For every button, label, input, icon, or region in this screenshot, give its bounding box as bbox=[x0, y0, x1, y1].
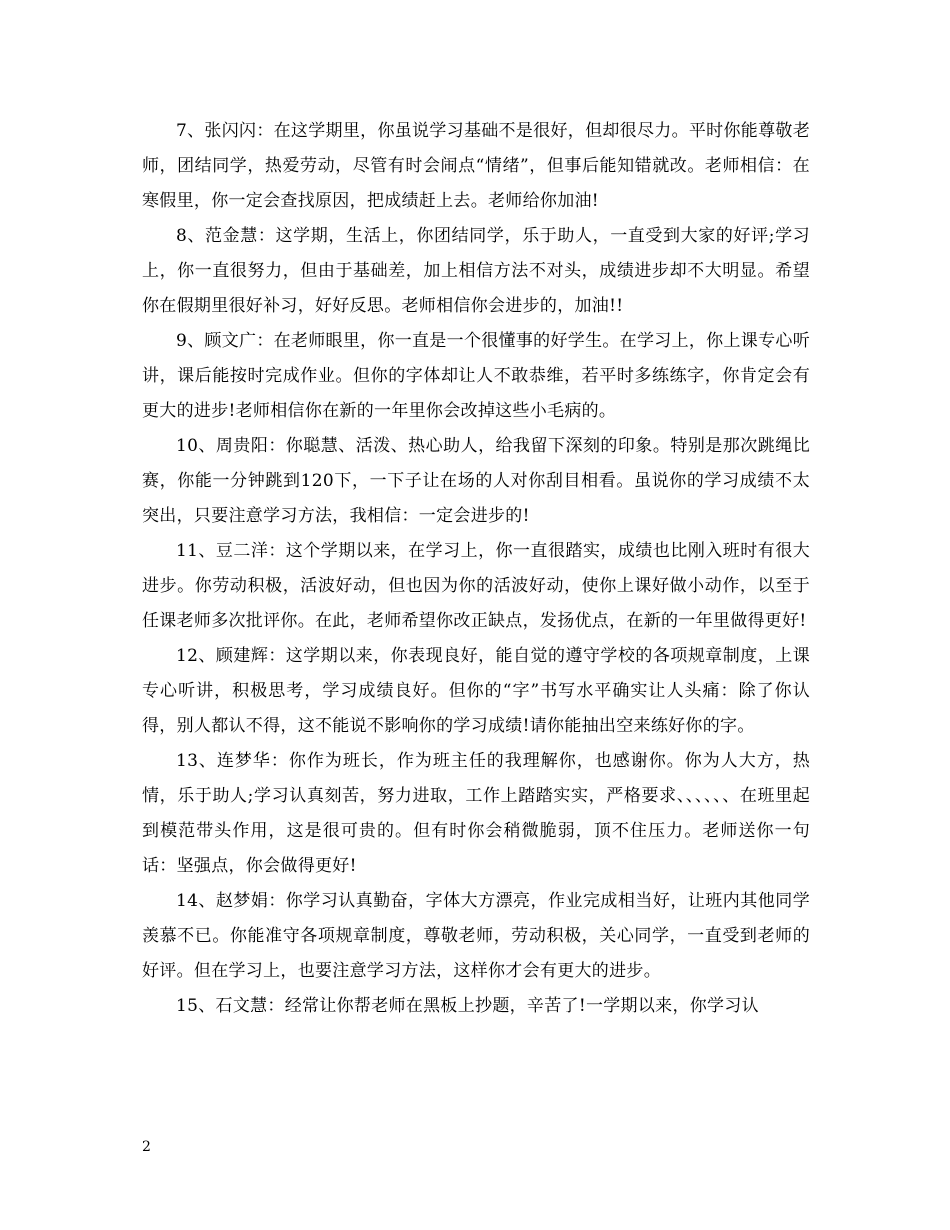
comment-paragraph-7: 7、张闪闪：在这学期里，你虽说学习基础不是很好，但却很尽力。平时你能尊敬老师，团结同学，热爱劳动，尽管有时会闹点“情绪”，但事后能知错就改。老师相信：在寒假里，你一定会查找原因，把成绩赶上去。老师给你加油! bbox=[142, 121, 810, 211]
comment-paragraph-14: 14、赵梦娟：你学习认真勤奋，字体大方漂亮，作业完成相当好，让班内其他同学羡慕不已。你能准守各项规章制度，尊敬老师，劳动积极，关心同学，一直受到老师的好评。但在学习上，也要注意学习方法，这样你才会有更大的进步。 bbox=[142, 891, 810, 981]
document-body bbox=[142, 114, 810, 1024]
comment-paragraph-10: 10、周贵阳：你聪慧、活泼、热心助人，给我留下深刻的印象。特别是那次跳绳比赛，你能一分钟跳到120下，一下子让在场的人对你刮目相看。虽说你的学习成绩不太突出，只要注意学习方法，我相信：一定会进步的! bbox=[142, 436, 810, 526]
page-number: 2 bbox=[142, 1139, 151, 1155]
comment-paragraph-12: 12、顾建辉：这学期以来，你表现良好，能自觉的遵守学校的各项规章制度，上课专心听讲，积极思考，学习成绩良好。但你的“字”书写水平确实让人头痛：除了你认得，别人都认不得，这不能说不影响你的学习成绩!请你能抽出空来练好你的字。 bbox=[142, 646, 810, 736]
comment-paragraph-13: 13、连梦华：你作为班长，作为班主任的我理解你，也感谢你。你为人大方，热情，乐于助人;学习认真刻苦，努力进取，工作上踏踏实实，严格要求、、、、、、在班里起到模范带头作用，这是很可贵的。但有时你会稍微脆弱，顶不住压力。老师送你一句话：坚强点，你会做得更好! bbox=[142, 751, 810, 876]
comment-paragraph-15: 15、石文慧：经常让你帮老师在黑板上抄题，辛苦了!一学期以来，你学习认 bbox=[176, 996, 759, 1016]
comment-paragraph-9: 9、顾文广：在老师眼里，你一直是一个很懂事的好学生。在学习上，你上课专心听讲，课后能按时完成作业。但你的字体却让人不敢恭维，若平时多练练字，你肯定会有更大的进步!老师相信你在新的一年里你会改掉这些小毛病的。 bbox=[142, 331, 810, 421]
comment-paragraph-8: 8、范金慧：这学期，生活上，你团结同学，乐于助人，一直受到大家的好评;学习上，你一直很努力，但由于基础差，加上相信方法不对头，成绩进步却不大明显。希望你在假期里很好补习，好好反思。老师相信你会进步的，加油!! bbox=[142, 226, 810, 316]
comment-paragraph-11: 11、豆二洋：这个学期以来，在学习上，你一直很踏实，成绩也比刚入班时有很大进步。你劳动积极，活波好动，但也因为你的活波好动，使你上课好做小动作，以至于任课老师多次批评你。在此，老师希望你改正缺点，发扬优点，在新的一年里做得更好! bbox=[142, 541, 810, 631]
